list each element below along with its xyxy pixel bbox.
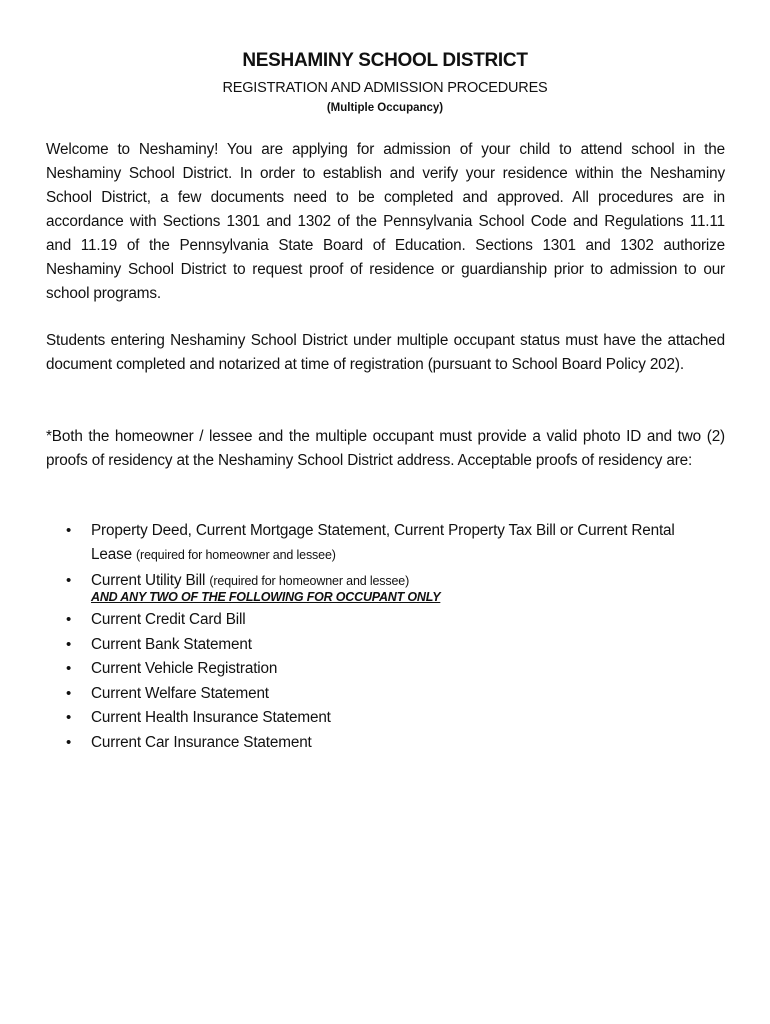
- list-item-text: Current Vehicle Registration: [91, 660, 278, 677]
- list-item-text: Current Car Insurance Statement: [91, 733, 312, 751]
- list-item: [0, 682, 770, 707]
- bullet-icon: •: [66, 522, 72, 539]
- page-subtitle: REGISTRATION AND ADMISSION PROCEDURES: [222, 80, 548, 96]
- list-item-text: Current Bank Statement: [91, 635, 252, 653]
- list-item: [0, 706, 770, 731]
- welcome-paragraph: Welcome to Neshaminy! You are applying for admission of your child to attend school in the Neshaminy School District. In order to establish and verify your residence within the Neshaminy School District, a few documents need to be completed and approved. All procedures are in accordance with Sections 1301 and 1302 of the Pennsylvania School Code and Regulations 11.11 and 11.19 of the Pennsylvania State Board of Education. Sections 1301 and 1302 authorize Neshaminy School District to request proof of residence or guardianship prior to admission to our school programs.: [46, 141, 725, 302]
- list-item: [0, 569, 770, 593]
- proof-of-residency-list: [0, 519, 770, 755]
- bullet-icon: •: [66, 733, 72, 751]
- bullet-icon: •: [66, 635, 72, 653]
- list-item-note: (required for homeowner and lessee): [136, 548, 336, 562]
- list-item-note: (required for homeowner and lessee): [209, 574, 410, 588]
- list-item-text: Property Deed, Current Mortgage Statement, Current Property Tax Bill or Current Rental Lease: [91, 522, 675, 563]
- occupant-only-heading: AND ANY TWO OF THE FOLLOWING FOR OCCUPANT ONLY: [91, 590, 441, 604]
- list-item: [0, 731, 770, 756]
- bullet-icon: •: [66, 709, 72, 726]
- bullet-icon: •: [66, 572, 72, 589]
- list-item-text: Current Utility Bill: [91, 572, 206, 589]
- page-title: NESHAMINY SCHOOL DISTRICT: [242, 50, 528, 71]
- list-item-text: Current Welfare Statement: [91, 684, 269, 702]
- bullet-icon: •: [66, 611, 72, 628]
- list-item: [0, 633, 770, 658]
- list-item: [0, 657, 770, 682]
- list-item: [0, 608, 770, 633]
- multiple-occupant-paragraph: Students entering Neshaminy School District under multiple occupant status must have the attached document completed and notarized at time of registration (pursuant to School Board Policy 202).: [46, 332, 725, 373]
- bullet-icon: •: [66, 684, 72, 702]
- occupancy-note: (Multiple Occupancy): [326, 102, 444, 114]
- proofs-intro-paragraph: *Both the homeowner / lessee and the multiple occupant must provide a valid photo ID and two (2) proofs of residency at the Neshaminy School District address. Acceptable proofs of residency are:: [46, 428, 725, 469]
- list-item-text: Current Health Insurance Statement: [91, 709, 331, 726]
- list-item-text: Current Credit Card Bill: [91, 611, 246, 628]
- list-item: [0, 519, 770, 567]
- bullet-icon: •: [66, 660, 72, 677]
